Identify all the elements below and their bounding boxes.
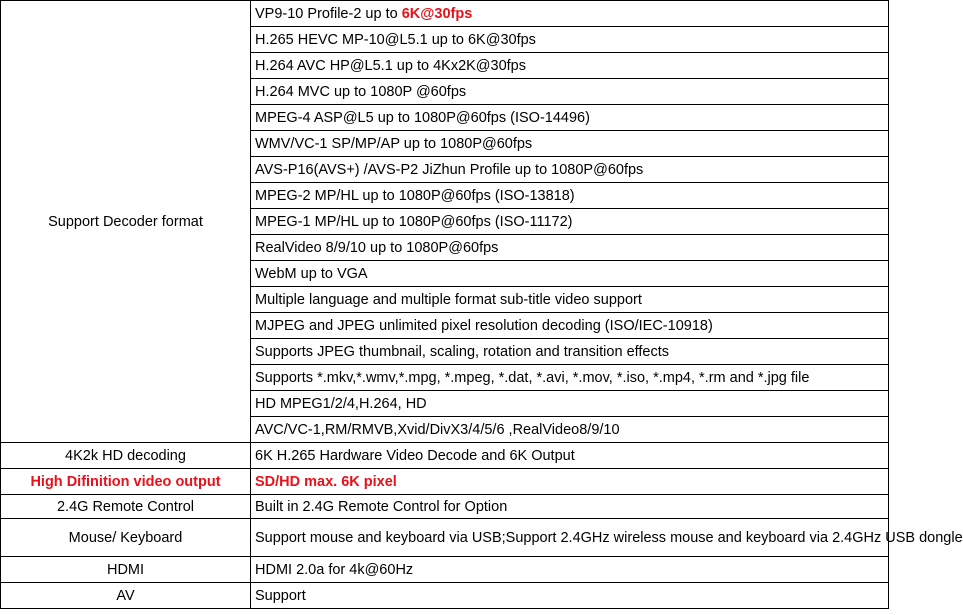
spec-value: Built in 2.4G Remote Control for Option <box>251 495 889 519</box>
decoder-format-item: AVC/VC-1,RM/RMVB,Xvid/DivX3/4/5/6 ,RealVideo8/9/10 <box>251 417 889 443</box>
decoder-format-item: MPEG-2 MP/HL up to 1080P@60fps (ISO-13818) <box>251 183 889 209</box>
spec-value: HDMI 2.0a for 4k@60Hz <box>251 557 889 583</box>
spec-label: Mouse/ Keyboard <box>1 519 251 557</box>
table-row <box>1 1 889 27</box>
table-row <box>1 557 889 583</box>
table-row <box>1 469 889 495</box>
decoder-format-item: HD MPEG1/2/4,H.264, HD <box>251 391 889 417</box>
spec-value: Support <box>251 583 889 609</box>
spec-value: SD/HD max. 6K pixel <box>251 469 889 495</box>
decoder-format-item: Multiple language and multiple format sub-title video support <box>251 287 889 313</box>
spec-label: HDMI <box>1 557 251 583</box>
table-row <box>1 495 889 519</box>
decoder-format-item: AVS-P16(AVS+) /AVS-P2 JiZhun Profile up to 1080P@60fps <box>251 157 889 183</box>
spec-label: High Difinition video output <box>1 469 251 495</box>
decoder-format-item: MJPEG and JPEG unlimited pixel resolution decoding (ISO/IEC-10918) <box>251 313 889 339</box>
highlight-text: 6K@30fps <box>401 5 473 22</box>
decoder-format-item: H.264 AVC HP@L5.1 up to 4Kx2K@30fps <box>251 53 889 79</box>
decoder-format-item: H.265 HEVC MP-10@L5.1 up to 6K@30fps <box>251 27 889 53</box>
decoder-format-item: WebM up to VGA <box>251 261 889 287</box>
spec-value: Support mouse and keyboard via USB;Support 2.4GHz wireless mouse and keyboard via 2.4GHz USB dongle <box>251 519 889 557</box>
spec-label: 4K2k HD decoding <box>1 443 251 469</box>
table-row <box>1 519 889 557</box>
spec-value: 6K H.265 Hardware Video Decode and 6K Output <box>251 443 889 469</box>
decoder-format-label: Support Decoder format <box>1 1 251 443</box>
table-row <box>1 443 889 469</box>
decoder-format-item: MPEG-4 ASP@L5 up to 1080P@60fps (ISO-14496) <box>251 105 889 131</box>
decoder-format-item: MPEG-1 MP/HL up to 1080P@60fps (ISO-11172) <box>251 209 889 235</box>
decoder-format-item: RealVideo 8/9/10 up to 1080P@60fps <box>251 235 889 261</box>
decoder-format-item: Supports *.mkv,*.wmv,*.mpg, *.mpeg, *.dat, *.avi, *.mov, *.iso, *.mp4, *.rm and *.jpg file <box>251 365 889 391</box>
decoder-format-item: H.264 MVC up to 1080P @60fps <box>251 79 889 105</box>
decoder-format-item: WMV/VC-1 SP/MP/AP up to 1080P@60fps <box>251 131 889 157</box>
table-row <box>1 583 889 609</box>
spec-label: 2.4G Remote Control <box>1 495 251 519</box>
decoder-format-item <box>251 1 889 27</box>
decoder-format-item: Supports JPEG thumbnail, scaling, rotation and transition effects <box>251 339 889 365</box>
decoder-format-item-text: VP9-10 Profile-2 up to <box>255 5 402 22</box>
spec-label: AV <box>1 583 251 609</box>
